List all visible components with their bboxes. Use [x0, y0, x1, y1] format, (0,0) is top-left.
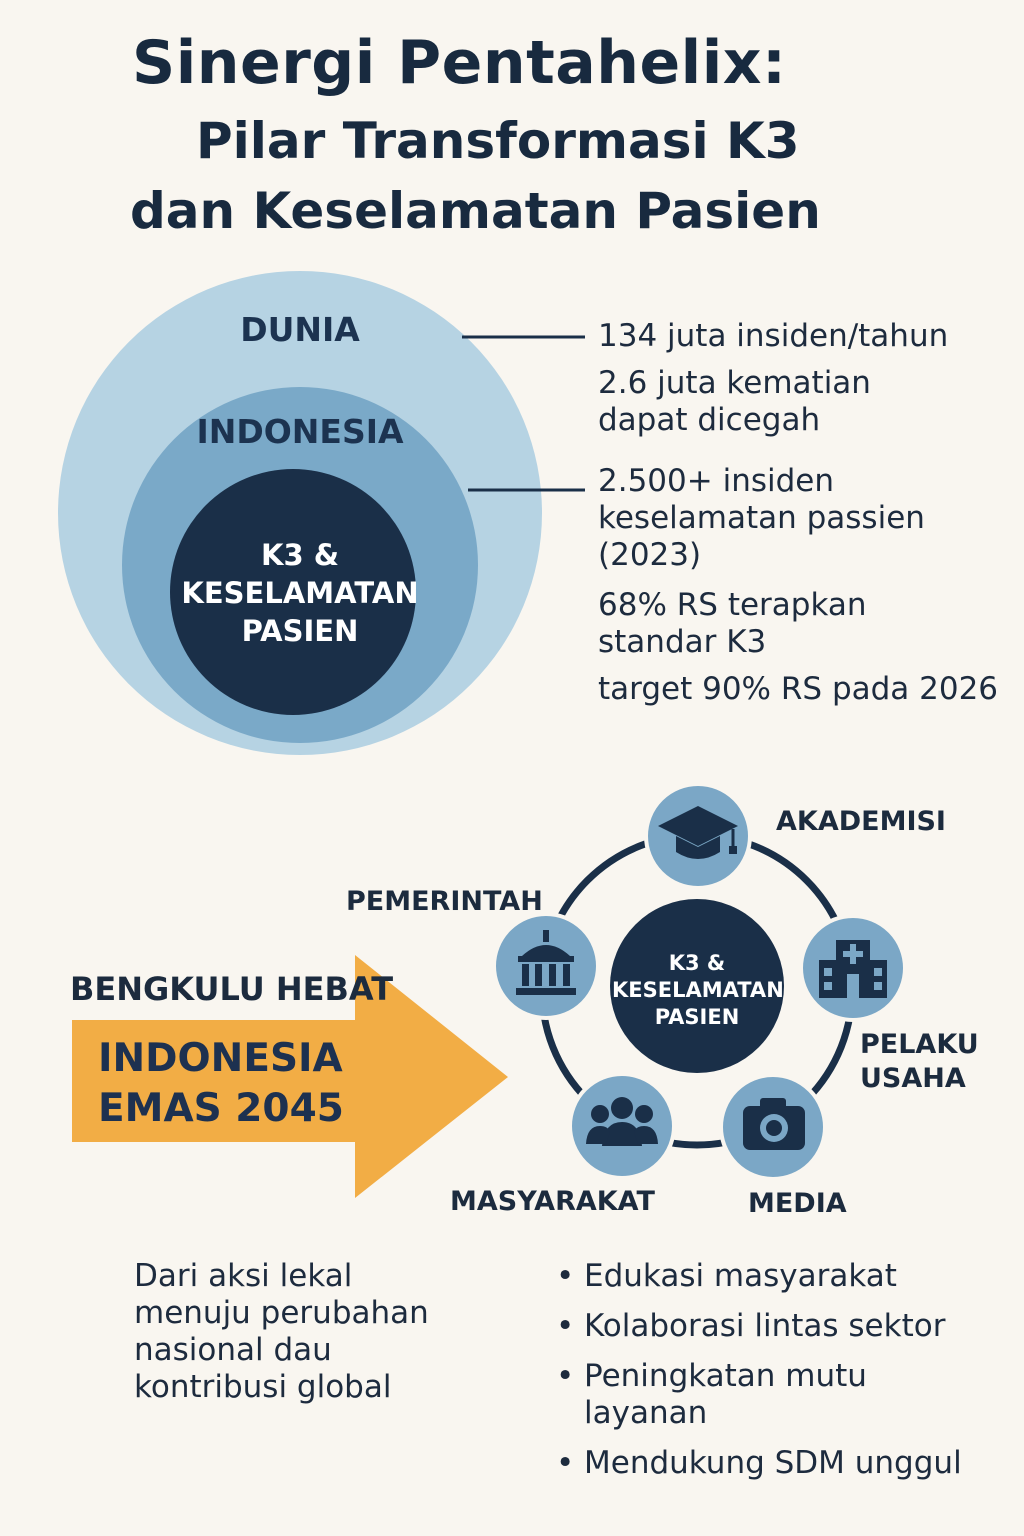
label-masyarakat: MASYARAKAT — [450, 1186, 655, 1217]
label-media: MEDIA — [748, 1188, 847, 1219]
stat-indo-incidents-line-2: keselamatan passien — [598, 500, 925, 536]
stat-indo-incidents-line-3: (2023) — [598, 537, 702, 573]
label-pelaku-usaha — [860, 1028, 979, 1096]
label-pelaku-usaha-line-2: USAHA — [860, 1063, 966, 1094]
stat-indo-target: target 90% RS pada 2026 — [598, 671, 999, 707]
label-indonesia: INDONESIA — [196, 412, 404, 451]
stat-indo-incidents — [598, 463, 1018, 574]
stat-indo-incidents-line-1: 2.500+ insiden — [598, 463, 834, 499]
title-line-3: dan Keselamatan Pasien — [130, 182, 821, 240]
label-dunia: DUNIA — [240, 310, 360, 349]
label-akademisi: AKADEMISI — [776, 806, 946, 837]
arrow-title: BENGKULU HEBAT — [70, 970, 394, 1008]
label-pemerintah: PEMERINTAH — [346, 886, 543, 917]
node-pemerintah — [494, 914, 598, 1018]
core-label-line-3: PASIEN — [241, 614, 359, 648]
node-pelaku-usaha — [801, 916, 905, 1020]
node-media — [721, 1075, 825, 1179]
arrow-text — [98, 1034, 344, 1134]
stat-world-deaths-line-1: 2.6 juta kematian — [598, 365, 871, 401]
benefit-list — [556, 1258, 996, 1495]
benefit-item: • Edukasi masyarakat — [556, 1258, 996, 1295]
stat-indo-hospitals-line-1: 68% RS terapkan — [598, 587, 867, 623]
closing-statement-line-3: nasional dau — [134, 1332, 332, 1368]
node-masyarakat — [570, 1074, 674, 1178]
node-akademisi — [646, 784, 750, 888]
benefit-item-line-2: layanan — [584, 1395, 708, 1431]
stat-world-deaths-line-2: dapat dicegah — [598, 402, 821, 438]
stat-indo-hospitals — [598, 587, 1018, 661]
closing-statement — [134, 1258, 494, 1406]
closing-statement-line-2: menuju perubahan — [134, 1295, 429, 1331]
hub-label-line-2: KESELAMATAN — [612, 978, 784, 1002]
stat-world-incidents: 134 juta insiden/tahun — [598, 318, 949, 354]
label-pelaku-usaha-line-1: PELAKU — [860, 1029, 979, 1060]
stat-indo-hospitals-line-2: standar K3 — [598, 624, 767, 660]
hub-label-line-1: K3 & — [668, 951, 726, 975]
title-line-2: Pilar Transformasi K3 — [196, 112, 800, 170]
benefit-item: • Mendukung SDM unggul — [556, 1445, 996, 1482]
hub-label-line-3: PASIEN — [654, 1005, 740, 1029]
arrow-text-line-1: INDONESIA — [98, 1036, 343, 1081]
closing-statement-line-1: Dari aksi lekal — [134, 1258, 353, 1294]
title-line-1: Sinergi Pentahelix: — [132, 28, 787, 98]
benefit-item: • Kolaborasi lintas sektor — [556, 1308, 996, 1345]
closing-statement-line-4: kontribusi global — [134, 1369, 392, 1405]
arrow-text-line-2: EMAS 2045 — [98, 1086, 344, 1131]
core-label — [173, 536, 427, 650]
core-label-line-2: KESELAMATAN — [181, 576, 419, 610]
stat-world-deaths — [598, 365, 1018, 439]
hub-label — [612, 950, 782, 1031]
benefit-item-line-1: • Peningkatan mutu — [584, 1358, 867, 1394]
benefit-item — [556, 1358, 996, 1432]
core-label-line-1: K3 & — [260, 538, 340, 572]
